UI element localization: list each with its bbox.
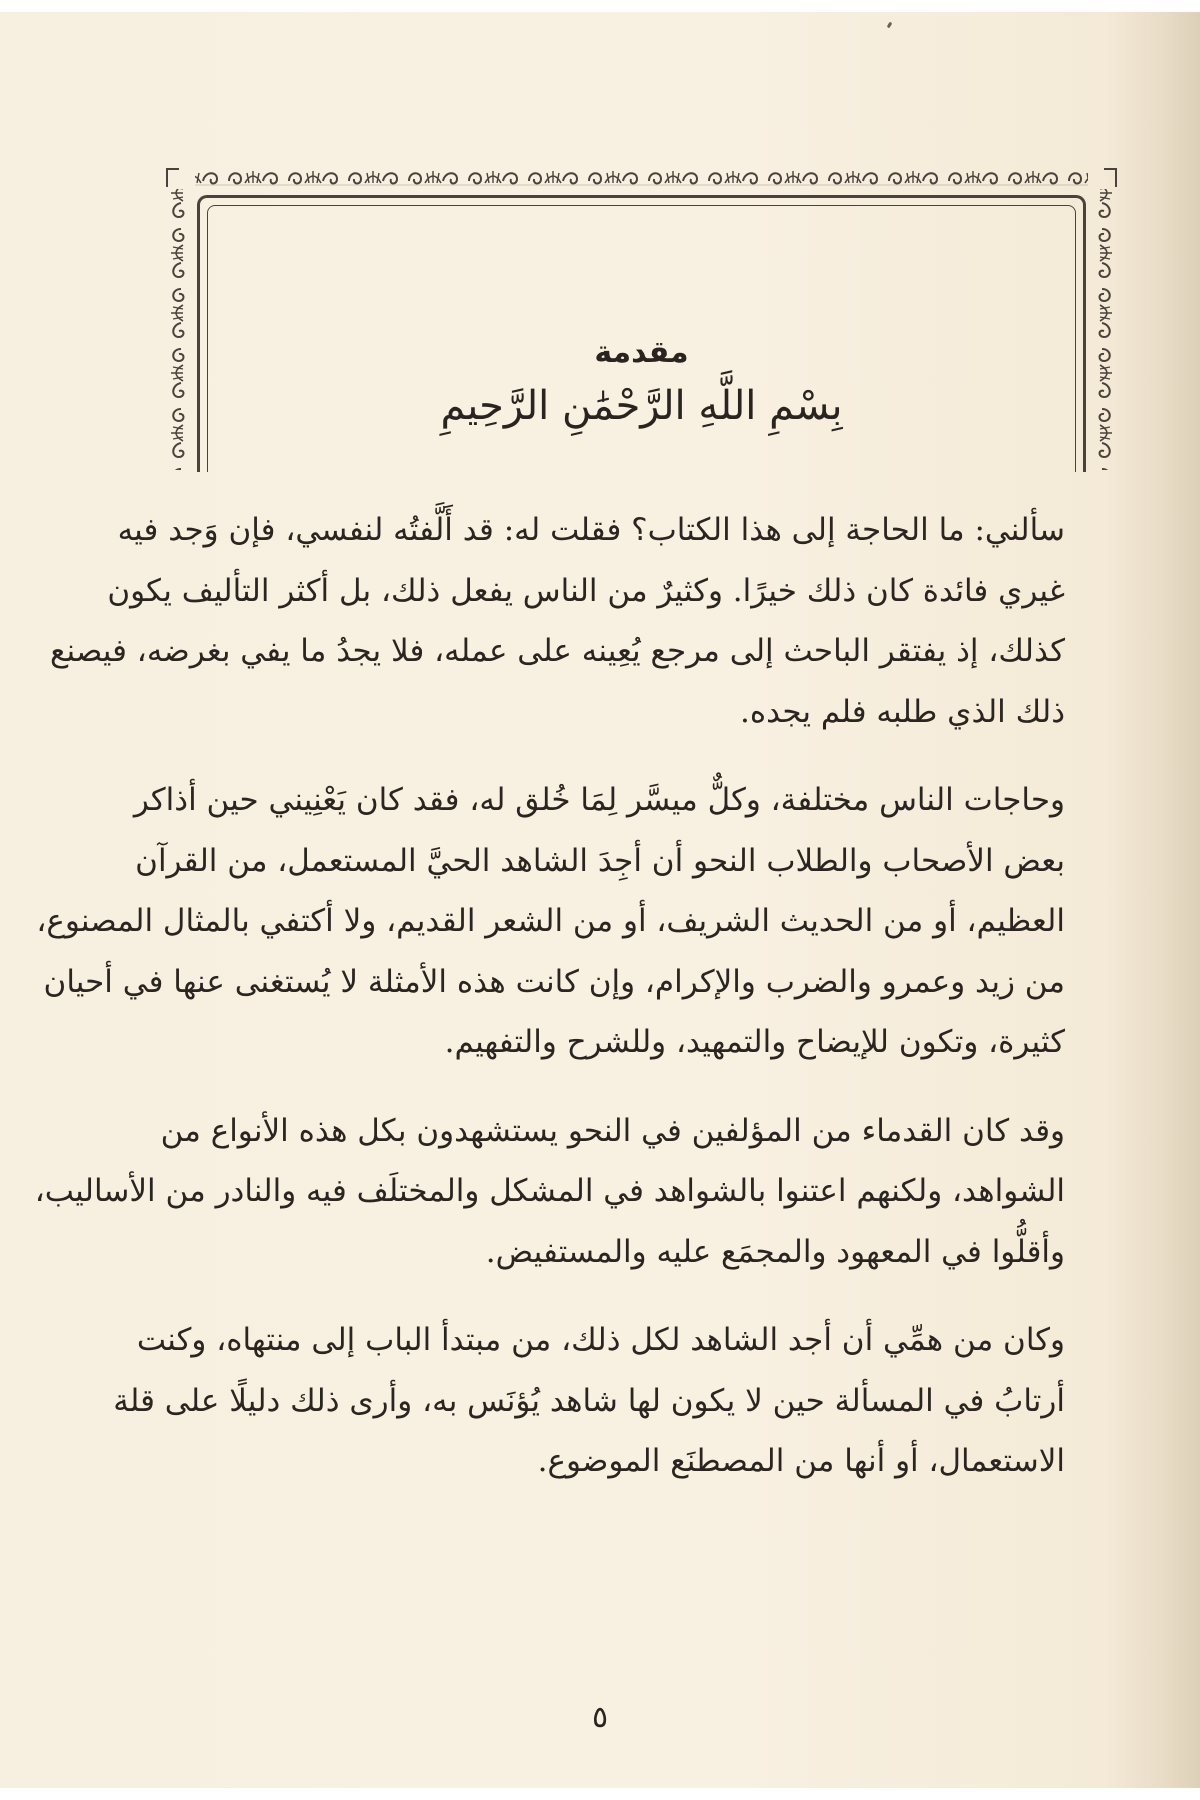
text-line: بعض الأصحاب والطلاب النحو أن أجِدَ الشاهد الحيَّ المستعمل، من القرآن <box>135 842 1065 879</box>
scan-margin-bottom <box>0 1788 1200 1800</box>
text-line: العظيم، أو من الحديث الشريف، أو من الشعر القديم، ولا أكتفي بالمثال المصنوع، <box>36 903 1065 939</box>
text-line: من زيد وعمرو والضرب والإكرام، وإن كانت هذه الأمثلة لا يُستغنى عنها في أحيان <box>43 963 1065 1000</box>
text-line: ذلك الذي طلبه فلم يجده. <box>739 693 1065 730</box>
paragraph-1 <box>50 500 1065 742</box>
chapter-title: مقدمة <box>594 335 689 370</box>
text-line: كثيرة، وتكون للإيضاح والتمهيد، وللشرح والتفهيم. <box>444 1024 1065 1060</box>
body-text <box>34 500 1065 1520</box>
page-number: ٥ <box>591 1700 609 1735</box>
basmala: بِسْمِ اللَّهِ الرَّحْمَٰنِ الرَّحِيمِ <box>440 383 843 429</box>
ink-speck <box>887 22 893 29</box>
ornamental-header-frame <box>165 165 1118 470</box>
paragraph-2 <box>36 770 1065 1073</box>
text-line: سألني: ما الحاجة إلى هذا الكتاب؟ فقلت له: قد أَلَّفتُه لنفسي، فإن وَجد فيه <box>117 512 1065 548</box>
text-line: غيري فائدة كان ذلك خيرًا. وكثيرٌ من الناس يفعل ذلك، بل أكثر التأليف يكون <box>107 572 1065 609</box>
text-line: وأقلُّوا في المعهود والمجمَع عليه والمستفيض. <box>485 1233 1065 1270</box>
text-line: وقد كان القدماء من المؤلفين في النحو يستشهدون بكل هذه الأنواع من <box>160 1112 1065 1149</box>
ornament-border-top-icon <box>165 165 1118 189</box>
text-line: أرتابُ في المسألة حين لا يكون لها شاهد يُؤنَس به، وأرى ذلك دليلًا على قلة <box>113 1382 1065 1419</box>
text-line: الشواهد، ولكنهم اعتنوا بالشواهد في المشكل والمختلَف فيه والنادر من الأساليب، <box>34 1173 1065 1209</box>
text-line: وكان من همِّي أن أجد الشاهد لكل ذلك، من مبتدأ الباب إلى منتهاه، وكنت <box>136 1322 1065 1358</box>
text-line: الاستعمال، أو أنها من المصطنَع الموضوع. <box>537 1443 1065 1479</box>
scan-margin-top <box>0 0 1200 12</box>
text-line: كذلك، إذ يفتقر الباحث إلى مرجع يُعِينه على عمله، فلا يجدُ ما يفي بغرضه، فيصنع <box>50 633 1065 669</box>
paragraph-3 <box>34 1101 1065 1283</box>
paragraph-4 <box>113 1310 1065 1492</box>
text-line: وحاجات الناس مختلفة، وكلٌّ ميسَّر لِمَا خُلق له، فقد كان يَعْنِيني حين أذاكر <box>133 782 1065 818</box>
